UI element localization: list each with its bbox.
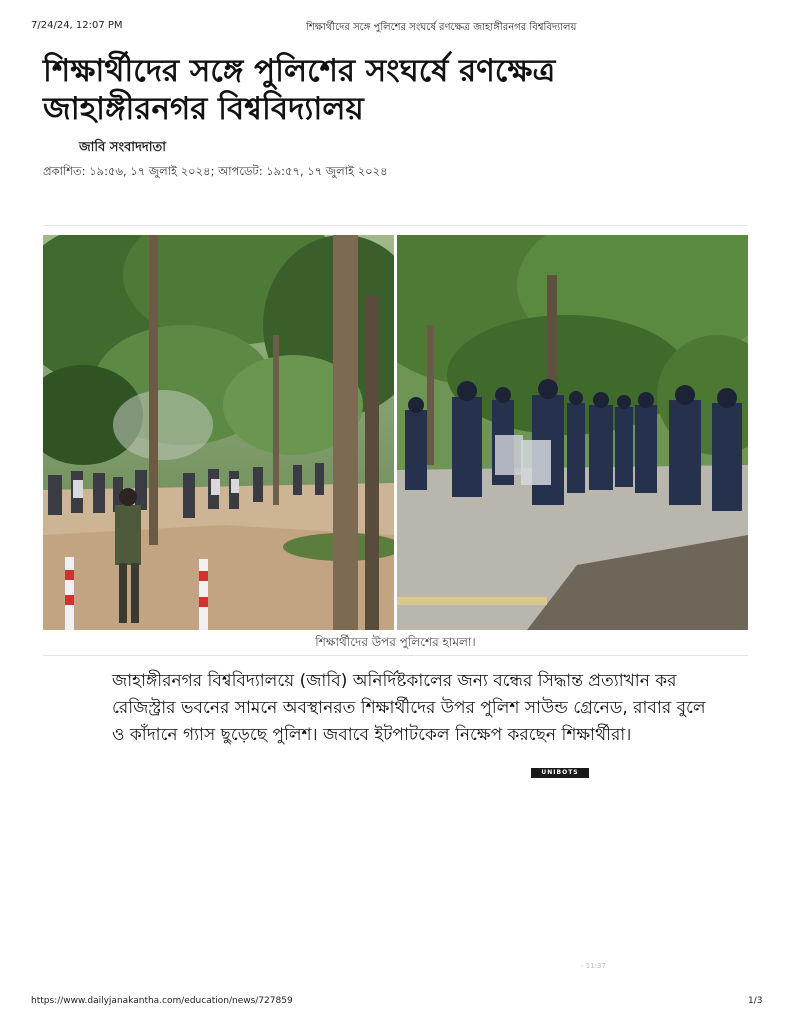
article-body <box>112 668 791 749</box>
article-body-line-1: জাহাঙ্গীরনগর বিশ্ববিদ্যালয়ে (জাবি) অনির্দিষ্টকালের জন্য বন্ধের সিদ্ধান্ত প্রত্যাখান কর <box>112 671 677 691</box>
print-url[interactable]: https://www.dailyjanakantha.com/education/news/727859 <box>31 996 293 1006</box>
article-title <box>43 52 743 128</box>
article-body-line-3: ও কাঁদানে গ্যাস ছুড়েছে পুলিশ। জবাবে ইটপাটকেল নিক্ষেপ করছেন শিক্ষার্থীরা। <box>112 725 632 745</box>
article-body-line-2: রেজিস্ট্রার ভবনের সামনে অবস্থানরত শিক্ষার্থীদের উপর পুলিশ সাউন্ড গ্রেনেড, রাবার বুলে <box>112 698 706 718</box>
unibots-ad-badge[interactable]: UNIBOTS <box>531 768 589 778</box>
image-caption: শিক্ষার্থীদের উপর পুলিশের হামলা। <box>315 635 476 649</box>
article-title-line-1: শিক্ষার্থীদের সঙ্গে পুলিশের সংঘর্ষে রণক্ষেত্র <box>43 53 556 89</box>
print-page-number: 1/3 <box>748 996 763 1006</box>
divider-top <box>43 225 748 226</box>
publish-dateline: প্রকাশিত: ১৯:৫৬, ১৭ জুলাই ২০২৪; আপডেট: ১৯:৫৭, ১৭ জুলাই ২০২৪ <box>43 164 388 178</box>
article-title-line-2: জাহাঙ্গীরনগর বিশ্ববিদ্যালয় <box>43 91 364 127</box>
print-doc-title: শিক্ষার্থীদের সঙ্গে পুলিশের সংঘর্ষে রণক্ষেত্র জাহাঙ্গীরনগর বিশ্ববিদ্যালয় <box>306 22 577 33</box>
author-name[interactable]: জাবি সংবাদদাতা <box>79 140 167 155</box>
article-photo-students <box>43 235 394 630</box>
article-photo-police <box>397 235 748 630</box>
divider-caption <box>43 655 748 656</box>
print-datetime: 7/24/24, 12:07 PM <box>31 20 123 31</box>
ad-timestamp: - 11:37 <box>581 962 606 970</box>
